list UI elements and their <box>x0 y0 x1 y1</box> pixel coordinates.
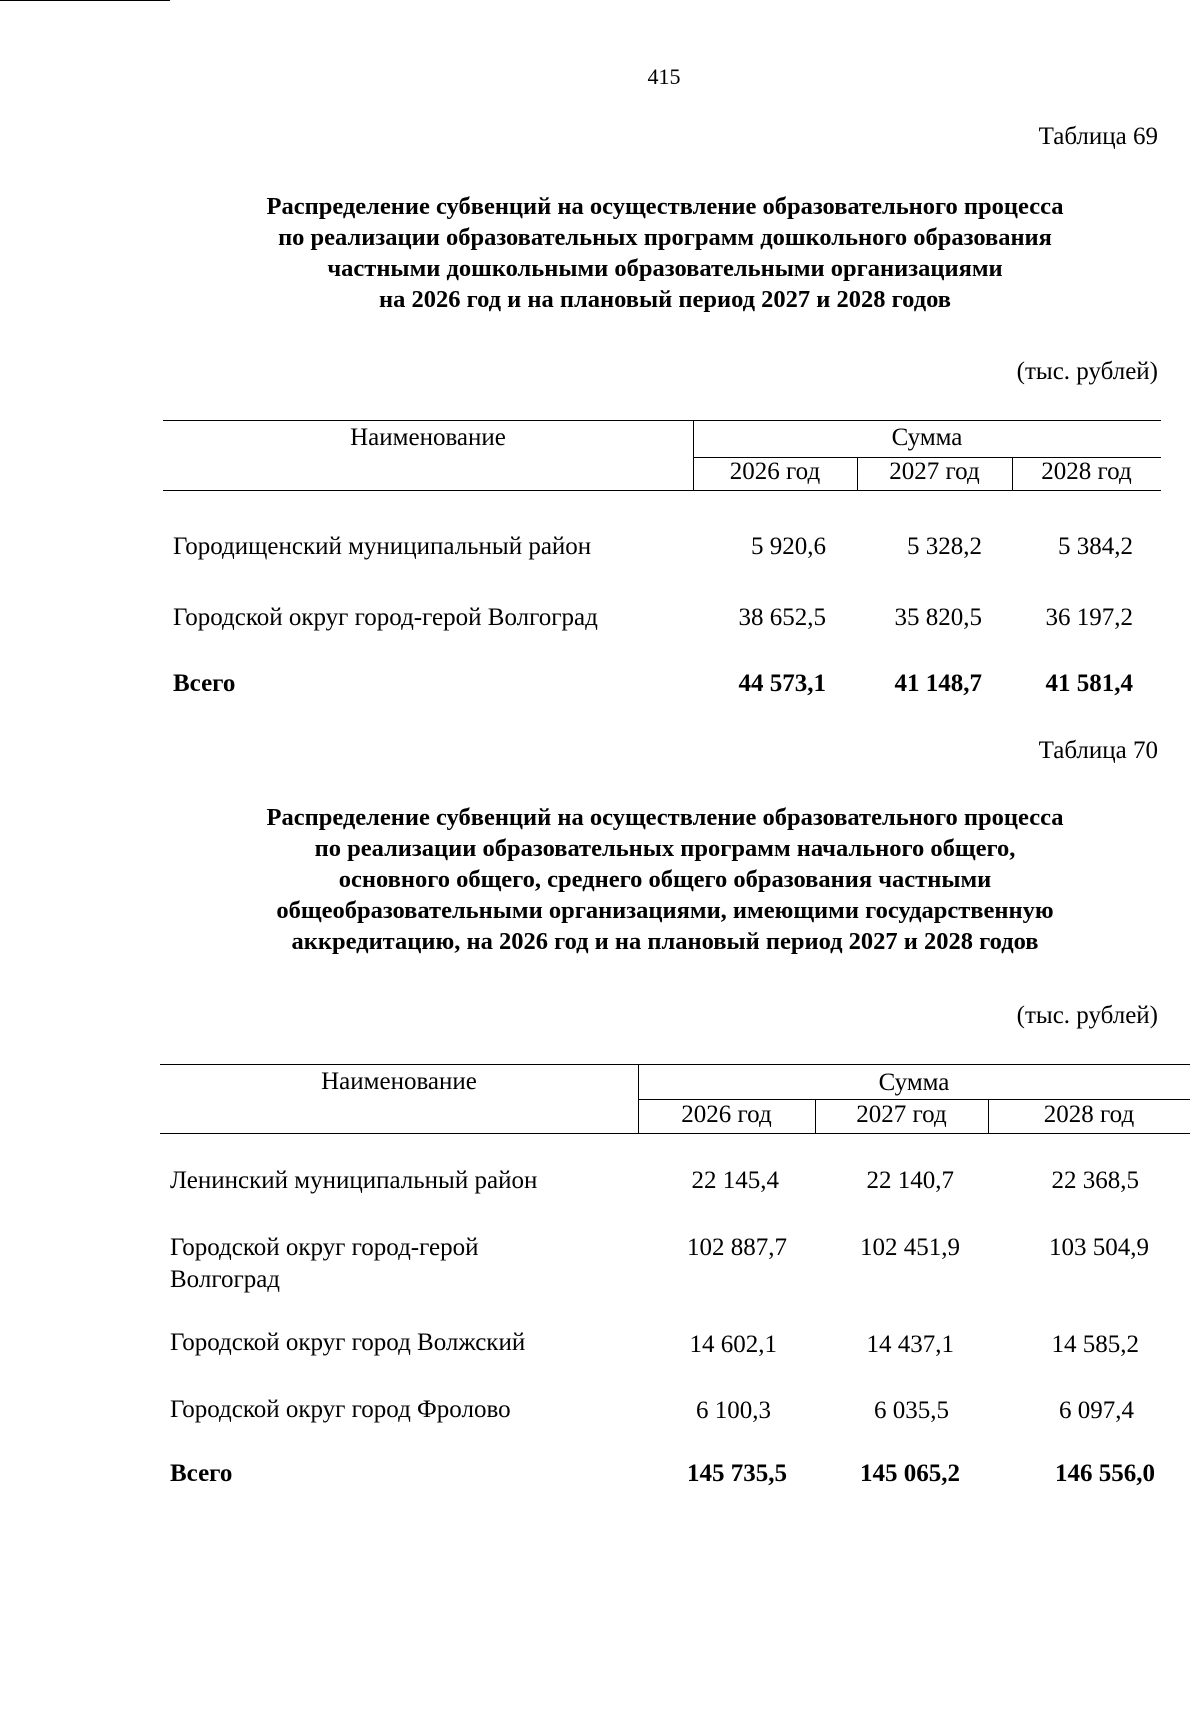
header-bottom-rule <box>160 1133 1190 1134</box>
row-name: Городской округ город Фролово <box>170 1396 511 1423</box>
total-value: 145 065,2 <box>860 1460 960 1487</box>
header-top-rule <box>160 1064 1190 1065</box>
header-bottom-rule <box>163 490 1161 491</box>
table-70-label: Таблица 70 <box>1038 737 1158 764</box>
title-line: на 2026 год и на плановый период 2027 и 2028 годов <box>378 286 951 313</box>
header-year: 2027 год <box>889 458 980 485</box>
title-line: Распределение субвенций на осуществление образовательного процесса <box>266 193 1064 220</box>
title-line: по реализации образовательных программ начального общего, <box>314 835 1016 862</box>
row-value: 14 437,1 <box>866 1331 954 1358</box>
header-sum: Сумма <box>878 1069 950 1096</box>
header-top-rule <box>163 420 1161 421</box>
row-value: 38 652,5 <box>738 604 826 631</box>
header-year: 2027 год <box>856 1101 947 1128</box>
row-name: Городской округ город-герой Волгоград <box>173 604 598 631</box>
row-value: 102 451,9 <box>860 1234 960 1261</box>
row-name: Городской округ город Волжский <box>170 1329 526 1356</box>
row-value: 5 920,6 <box>751 533 826 560</box>
page-number: 415 <box>647 64 681 89</box>
row-value: 22 140,7 <box>866 1167 954 1194</box>
row-name: Городищенский муниципальный район <box>173 533 592 560</box>
header-name: Наименование <box>350 424 506 451</box>
row-value: 6 097,4 <box>1059 1397 1134 1424</box>
header-year: 2026 год <box>681 1101 772 1128</box>
title-line: общеобразовательными организациями, имеющими государственную <box>276 897 1054 924</box>
total-value: 41 148,7 <box>894 670 982 697</box>
total-value: 41 581,4 <box>1045 670 1133 697</box>
row-value: 14 585,2 <box>1051 1331 1139 1358</box>
row-value: 22 368,5 <box>1051 1167 1139 1194</box>
header-year: 2028 год <box>1041 458 1132 485</box>
total-value: 145 735,5 <box>687 1460 787 1487</box>
table-69-unit: (тыс. рублей) <box>1016 358 1158 385</box>
total-label: Всего <box>173 670 236 697</box>
row-value: 6 100,3 <box>696 1397 771 1424</box>
row-value: 14 602,1 <box>689 1331 777 1358</box>
title-line: основного общего, среднего общего образования частными <box>338 866 992 893</box>
total-label: Всего <box>170 1460 233 1487</box>
row-value: 22 145,4 <box>691 1167 779 1194</box>
row-value: 102 887,7 <box>687 1234 787 1261</box>
header-mid-rule <box>638 1099 1190 1100</box>
row-value: 5 384,2 <box>1058 533 1133 560</box>
row-value: 103 504,9 <box>1049 1234 1149 1261</box>
table-69-label: Таблица 69 <box>1038 123 1158 150</box>
total-value: 44 573,1 <box>738 670 826 697</box>
title-line: аккредитацию, на 2026 год и на плановый период 2027 и 2028 годов <box>291 928 1039 955</box>
table-70-unit: (тыс. рублей) <box>1016 1002 1158 1029</box>
header-sum: Сумма <box>891 424 963 451</box>
row-name: Ленинский муниципальный район <box>170 1167 538 1194</box>
row-value: 35 820,5 <box>894 604 982 631</box>
table-69-title <box>130 191 1200 315</box>
table-70-title <box>130 802 1200 957</box>
row-name: Городской округ город-герой Волгоград <box>170 1234 479 1293</box>
title-line: Распределение субвенций на осуществление образовательного процесса <box>266 804 1064 831</box>
row-value: 6 035,5 <box>874 1397 949 1424</box>
header-year: 2026 год <box>729 458 821 485</box>
total-value: 146 556,0 <box>1055 1460 1155 1487</box>
header-year: 2028 год <box>1043 1101 1135 1128</box>
row-value: 36 197,2 <box>1045 604 1133 631</box>
title-line: по реализации образовательных программ дошкольного образования <box>278 224 1052 251</box>
row-value: 5 328,2 <box>907 533 982 560</box>
title-line: частными дошкольными образовательными организациями <box>327 255 1003 282</box>
header-name: Наименование <box>321 1068 477 1095</box>
top-left-rule <box>0 0 170 1</box>
